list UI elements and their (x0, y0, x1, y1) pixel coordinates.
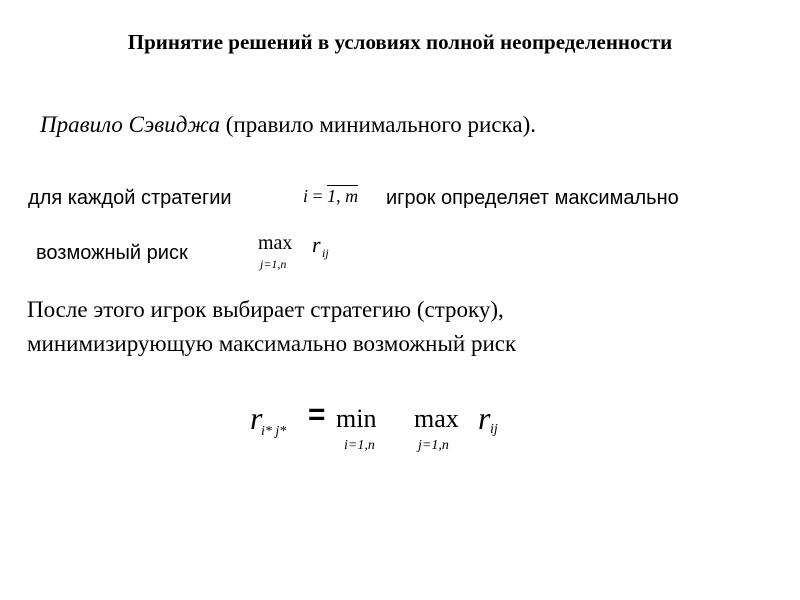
max-operator-subscript: j=1,n (260, 257, 287, 271)
rule-description: (правило минимального риска). (220, 112, 536, 137)
strategy-index-formula (303, 186, 358, 207)
optimal-risk-variable: r (250, 400, 263, 436)
equals-sign: = (308, 398, 326, 431)
rule-heading (40, 112, 536, 138)
min-operator: min (336, 404, 377, 433)
slide-title: Принятие решений в условиях полной неопределенности (127, 30, 673, 54)
formula-eq: = (308, 186, 328, 206)
optimal-risk-subscript: i* j* (261, 424, 287, 439)
risk-variable: r (312, 232, 321, 257)
max-risk-formula (258, 232, 329, 276)
strategy-prefix-text: для каждой стратегии (28, 187, 232, 209)
formula-i: i (303, 186, 309, 206)
max-operator-final-subscript: j=1,n (418, 438, 449, 453)
risk-variable-subscript: ij (322, 246, 329, 260)
rhs-risk-variable: r (478, 400, 491, 436)
max-operator: max (258, 232, 293, 254)
min-operator-subscript: i=1,n (344, 438, 375, 453)
strategy-suffix-text: игрок определяет максимально (386, 187, 679, 209)
rhs-risk-subscript: ij (490, 422, 498, 437)
paragraph-line-1: После этого игрок выбирает стратегию (строку), (27, 297, 504, 322)
formula-range: 1, m (327, 186, 359, 206)
possible-risk-text: возможный риск (36, 242, 188, 264)
rule-name: Правило Сэвиджа (40, 112, 221, 137)
max-operator-final: max (414, 404, 459, 433)
paragraph-line-2: минимизирующую максимально возможный риск (27, 331, 517, 356)
savage-criterion-formula (250, 400, 520, 470)
